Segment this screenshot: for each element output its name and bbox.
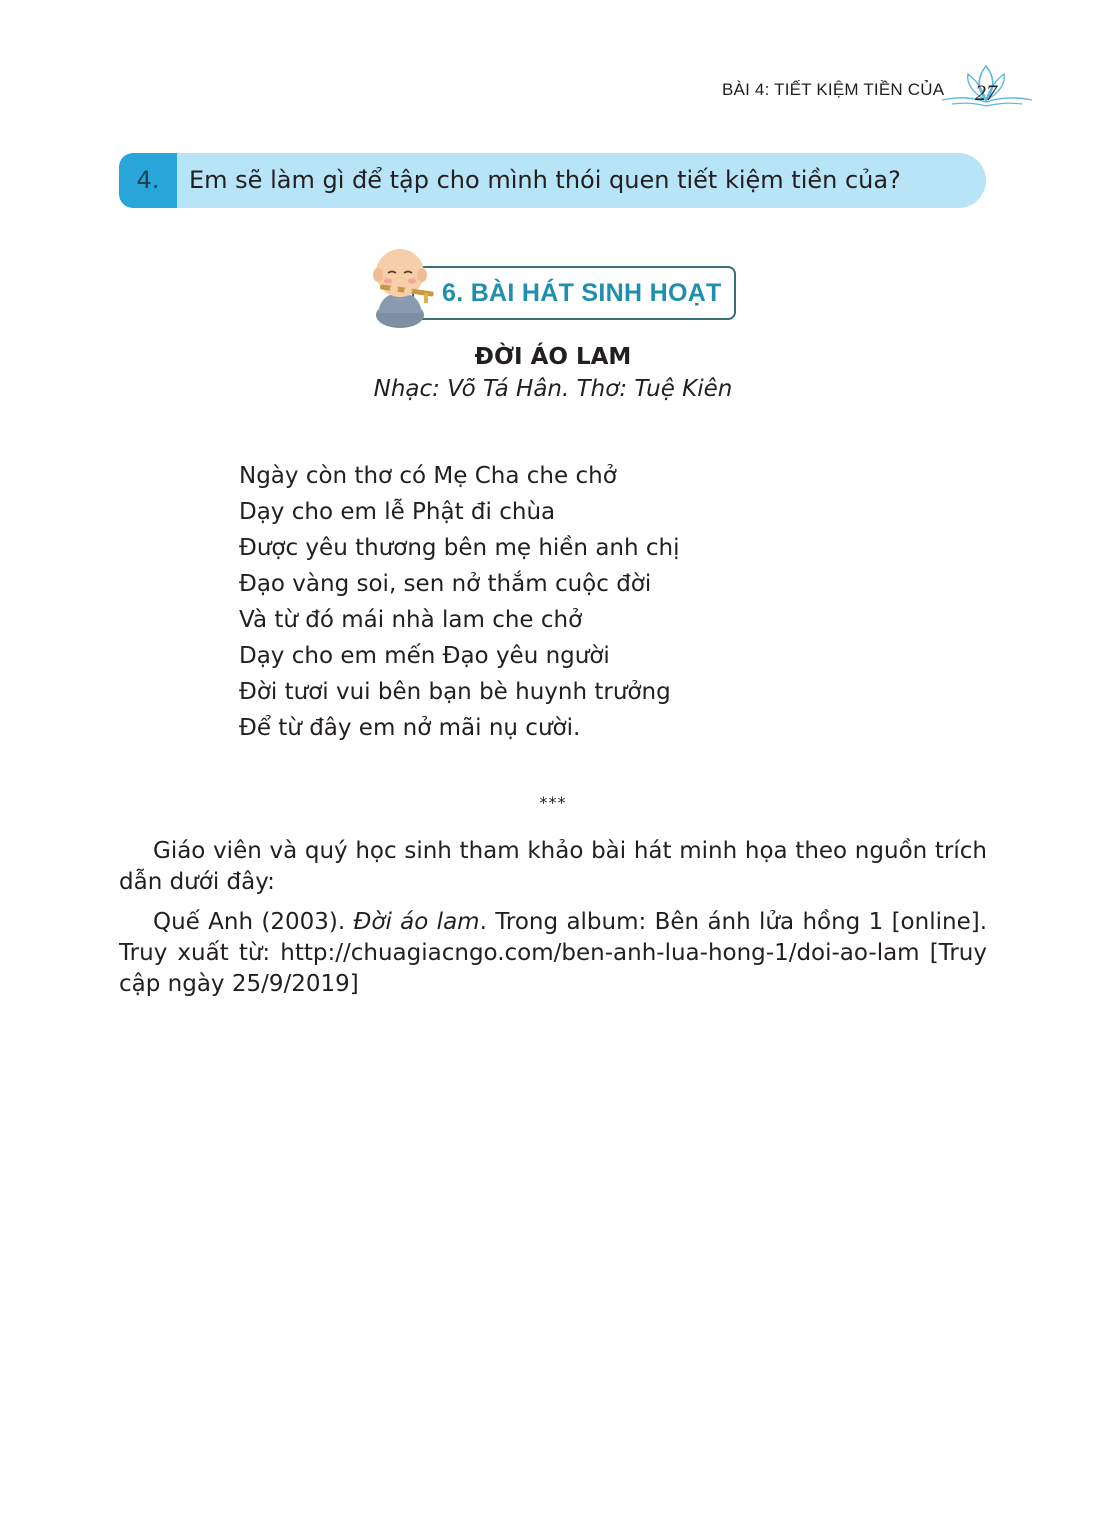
song-credits: Nhạc: Võ Tá Hân. Thơ: Tuệ Kiên	[373, 376, 733, 402]
song-lyrics	[239, 458, 680, 746]
section-badge	[412, 266, 736, 320]
monk-flute-icon	[366, 243, 434, 329]
reference-intro	[119, 836, 987, 898]
page-number: 27	[975, 80, 997, 105]
song-title: ĐỜI ÁO LAM	[474, 344, 632, 370]
running-header-title: BÀI 4: TIẾT KIỆM TIỀN CỦA	[722, 80, 945, 99]
question-text: Em sẽ làm gì để tập cho mình thói quen tiết kiệm tiền của?	[189, 166, 901, 194]
lyric-line: Ngày còn thơ có Mẹ Cha che chở	[239, 463, 617, 489]
reference-intro-text: Giáo viên và quý học sinh tham khảo bài hát minh họa theo nguồn trích dẫn dưới đây:	[119, 838, 987, 895]
lyric-line: Dạy cho em lễ Phật đi chùa	[239, 499, 556, 525]
lyric-line: Để từ đây em nở mãi nụ cười.	[239, 715, 581, 741]
lyric-line: Dạy cho em mến Đạo yêu người	[239, 643, 610, 669]
lyric-line: Đạo vàng soi, sen nở thắm cuộc đời	[239, 571, 652, 597]
reference-citation	[119, 907, 987, 1000]
lyric-line: Và từ đó mái nhà lam che chở	[239, 607, 583, 633]
citation-title: Đời áo lam	[353, 909, 480, 935]
section-title: 6. BÀI HÁT SINH HOẠT	[442, 279, 722, 307]
question-number: 4.	[119, 153, 177, 208]
lyric-line: Đời tươi vui bên bạn bè huynh trưởng	[239, 679, 671, 705]
question-banner	[119, 153, 986, 208]
section-separator: ***	[539, 793, 567, 812]
lyric-line: Được yêu thương bên mẹ hiền anh chị	[239, 535, 680, 561]
citation-source: . Trong album: Bên ánh lửa hồng 1 [online]. Truy xuất từ: http://chuagiacngo.com/ben-anh-lua-hong-1/doi-ao-lam [Truy cập ngày 25/9/2019]	[119, 909, 987, 997]
citation-author: Quế Anh (2003).	[153, 909, 354, 935]
